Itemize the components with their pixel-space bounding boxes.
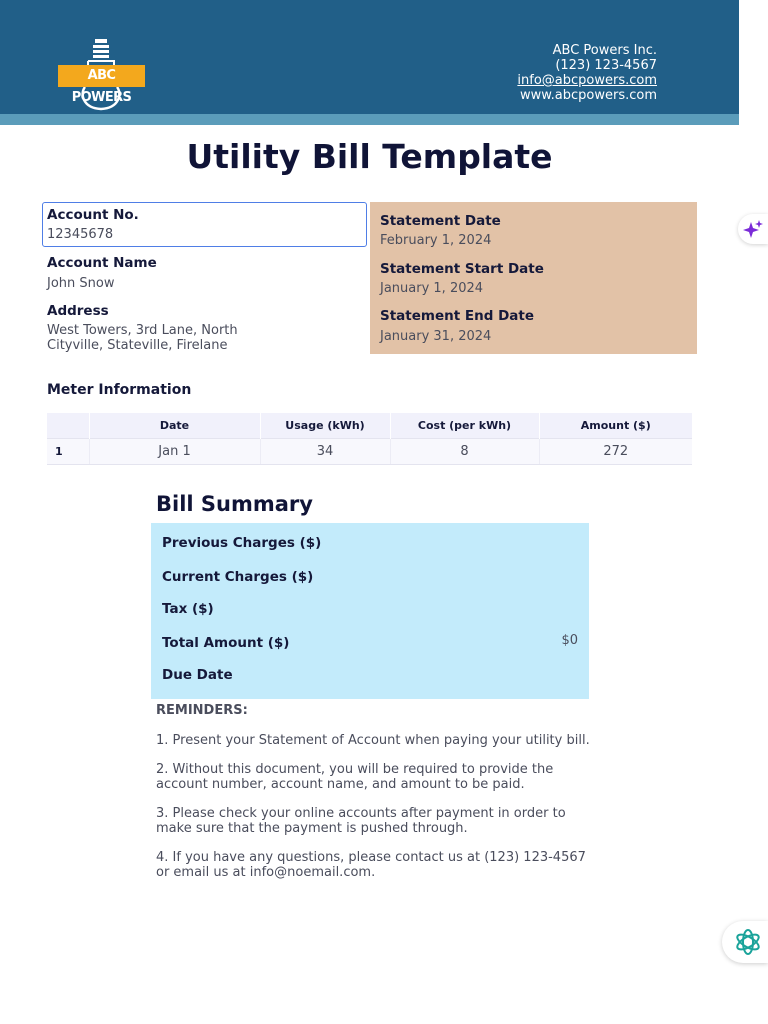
reminder-item: 1. Present your Statement of Account when paying your utility bill. <box>156 733 590 748</box>
cell-usage[interactable]: 34 <box>260 439 390 465</box>
tax-label: Tax ($) <box>162 601 214 617</box>
statement-start-label: Statement Start Date <box>380 261 544 277</box>
ai-assistant-icon <box>722 921 768 963</box>
cell-date[interactable]: Jan 1 <box>89 439 260 465</box>
statement-end-label: Statement End Date <box>380 308 535 324</box>
logo-text: ABC POWERS <box>58 65 145 87</box>
company-email-link[interactable]: info@abcpowers.com <box>517 73 657 88</box>
statement-date-label: Statement Date <box>380 213 501 229</box>
company-logo <box>58 39 148 111</box>
header-banner <box>0 0 739 114</box>
meter-header-usage: Usage (kWh) <box>260 413 390 439</box>
bill-summary-title: Bill Summary <box>156 492 313 516</box>
address-line-2: Cityville, Stateville, Firelane <box>47 338 228 353</box>
address-label: Address <box>47 303 109 319</box>
meter-header-index <box>47 413 89 439</box>
reminders-section <box>156 703 596 894</box>
assistant-button[interactable] <box>722 921 768 963</box>
statement-start-value: January 1, 2024 <box>380 281 484 296</box>
table-row <box>47 439 692 465</box>
meter-table-header <box>47 413 692 439</box>
row-number: 1 <box>47 439 89 465</box>
total-amount-label: Total Amount ($) <box>162 635 290 651</box>
statement-panel <box>370 202 697 354</box>
due-date-label: Due Date <box>162 667 233 683</box>
meter-header-date: Date <box>89 413 260 439</box>
company-info <box>517 43 657 103</box>
reminders-title: REMINDERS: <box>156 703 248 718</box>
meter-table <box>47 413 692 465</box>
company-website: www.abcpowers.com <box>519 88 657 103</box>
sparkle-icon <box>738 214 768 244</box>
statement-date-value: February 1, 2024 <box>380 233 492 248</box>
reminder-item: 3. Please check your online accounts after payment in order to make sure that the payment is pushed through. <box>156 806 566 836</box>
account-name-label: Account Name <box>47 255 157 271</box>
cell-amount[interactable]: 272 <box>539 439 692 465</box>
meter-header-amount: Amount ($) <box>539 413 692 439</box>
address-line-1: West Towers, 3rd Lane, North <box>47 323 238 338</box>
company-phone: (123) 123-4567 <box>555 58 657 73</box>
account-name-value: John Snow <box>47 276 115 291</box>
previous-charges-label: Previous Charges ($) <box>162 535 322 551</box>
page-title: Utility Bill Template <box>186 137 553 176</box>
meter-header-cost: Cost (per kWh) <box>390 413 539 439</box>
reminder-item: 4. If you have any questions, please contact us at (123) 123-4567 or email us at info@noemail.com. <box>156 850 586 880</box>
cell-cost[interactable]: 8 <box>390 439 539 465</box>
meter-info-title: Meter Information <box>47 382 192 398</box>
account-number-value: 12345678 <box>47 227 114 242</box>
header-accent-strip <box>0 114 739 125</box>
reminder-item: 2. Without this document, you will be required to provide the account number, account name, and amount to be paid. <box>156 762 554 792</box>
account-number-label: Account No. <box>47 207 139 223</box>
bill-summary-panel <box>151 523 589 699</box>
statement-end-value: January 31, 2024 <box>380 329 492 344</box>
company-name: ABC Powers Inc. <box>552 43 657 58</box>
ai-sparkle-button[interactable] <box>738 214 768 244</box>
total-amount-value: $0 <box>561 633 578 648</box>
current-charges-label: Current Charges ($) <box>162 569 314 585</box>
